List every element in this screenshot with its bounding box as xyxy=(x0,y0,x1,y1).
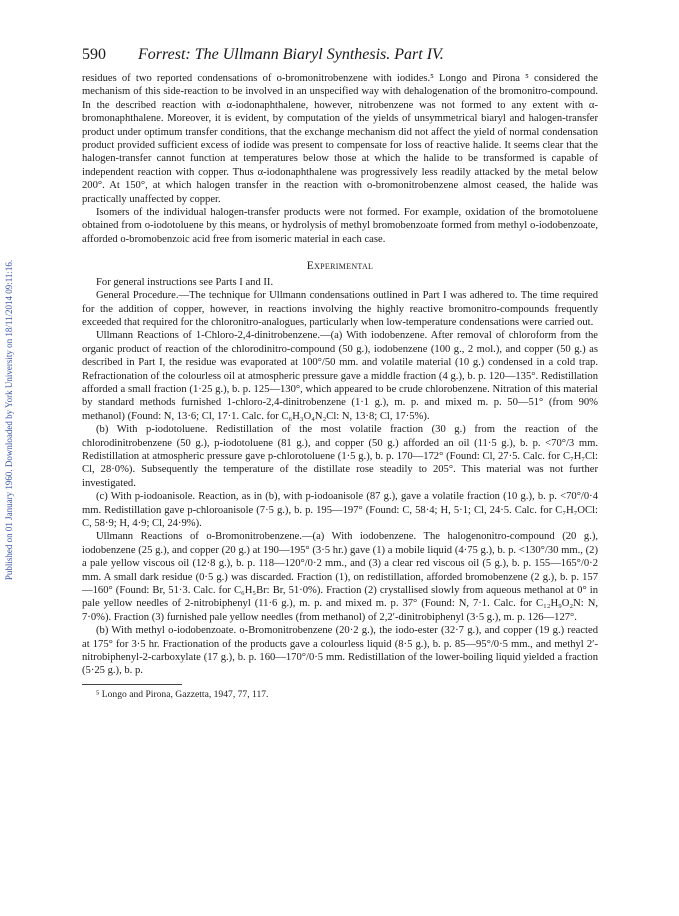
running-title: Forrest: The Ullmann Biaryl Synthesis. Part IV. xyxy=(138,46,444,63)
download-watermark xyxy=(2,140,16,700)
experimental-paragraph-2: General Procedure.—The technique for Ullmann condensations outlined in Part I was adhered to. The time required for the addition of copper, however, in reactions involving the highly reactive bromonitro-compounds frequently exceeded that required for the chloronitro-analogues, particularly when low-temperature condensations were carried out. xyxy=(82,290,598,328)
page-header xyxy=(82,46,598,70)
footnote-divider xyxy=(82,684,182,685)
intro-paragraph-1: residues of two reported condensations of o-bromonitrobenzene with iodides.⁵ Longo and Pirona ⁵ considered the mechanism of this side-reaction to be involved in an unspecified way with dehalogenation of the bromonitro-compound. In the described reaction with α-iodonaphthalene, however, nitrobenzene was not formed to any extent with α-bromonaphthalene. Moreover, it is evident, by computation of the yields of unsymmetrical biaryl and halogen-transfer product under optimum transfer conditions, that the exchange mechanism did not affect the yield of normal condensation product provided sufficient excess of iodide was present to compensate for loss of reactive halide. It seems clear that the halogen-transfer cannot function at temperatures below those at which the halide to be transformed is capable of independent reaction with copper. Thus α-iodonaphthalene was progressively less readily attacked by the metal below 200°. At 150°, at which halogen transfer in the reaction with o-bromonitrobenzene almost ceased, the halide was practically unaffected by copper. xyxy=(82,73,598,205)
experimental-paragraph-4: (b) With p-iodotoluene. Redistillation of the most volatile fraction (30 g.) from the reaction of the chlorodinitrobenzene (50 g.), p-iodotoluene (81 g.), and copper (50 g.) afforded an oil (11·5 g.), b. p. <70°/3 mm. Redistillation at atmospheric pressure gave p-chlorotoluene (1·5 g.), b. p. 170—172° (Found: Cl, 27·5. Calc. for C₇H₇Cl: Cl, 28·0%). Subsequently the temperature of the distillate rose steadily to 205°. This material was not further investigated. xyxy=(82,424,598,489)
section-heading-experimental: Experimental xyxy=(306,260,374,273)
experimental-paragraph-1: For general instructions see Parts I and II. xyxy=(96,276,274,288)
page-number: 590 xyxy=(82,46,106,63)
experimental-paragraph-7: (b) With methyl o-iodobenzoate. o-Bromonitrobenzene (20·2 g.), the iodo-ester (32·7 g.), and copper (19 g.) reacted at 175° for 3·5 hr. Fractionation of the products gave a colourless liquid (8·5 g.), b. p. 85—95°/0·5 mm., and methyl 2′-nitrobiphenyl-2-carboxylate (17 g.), b. p. 160—170°/0·5 mm. Redistillation of the lower-boiling liquid yielded a fraction (5·25 g.), b. p. xyxy=(82,625,598,677)
experimental-paragraph-5: (c) With p-iodoanisole. Reaction, as in (b), with p-iodoanisole (87 g.), gave a volatile fraction (10 g.), b. p. <70°/0·4 mm. Redistillation gave p-chloroanisole (7·5 g.), b. p. 195—197° (Found: C, 58·4; H, 5·1; Cl, 24·5. Calc. for C₇H₇OCl: C, 58·9; H, 4·9; Cl, 24·9%). xyxy=(82,491,598,529)
experimental-paragraph-6: Ullmann Reactions of o-Bromonitrobenzene.—(a) With iodobenzene. The halogenonitro-compound (20 g.), iodobenzene (25 g.), and copper (20 g.) at 190—195° (3·5 hr.) gave (1) a mobile liquid (4·75 g.), b. p. <130°/30 mm., (2) a pale yellow viscous oil (12·8 g.), b. p. 118—120°/0·2 mm., and (3) a clear red viscous oil (5 g.), b. p. 155—165°/0·2 mm. A small dark residue (0·5 g.) was discarded. Fraction (1), on redistillation, afforded bromobenzene (2 g.), b. p. 157—160° (Found: Br, 51·3. Calc. for C₆H₅Br: Br, 51·0%). Fraction (2) crystallised slowly from aqueous methanol at 0° in pale yellow needles of 2-nitrobiphenyl (11·6 g.), m. p. and mixed m. p. 37° (Found: N, 7·1. Calc. for C₁₂H₉O₂N: N, 7·0%). Fraction (3) furnished pale yellow needles (from methanol) of 2,2′-dinitrobiphenyl (3·5 g.), m. p. 126—127°. xyxy=(82,531,598,623)
download-watermark-text: Published on 01 January 1960. Downloaded by York University on 18/11/2014 09:11:16. xyxy=(4,259,14,581)
experimental-paragraph-3: Ullmann Reactions of 1-Chloro-2,4-dinitrobenzene.—(a) With iodobenzene. After removal of chloroform from the organic product of reaction of the chlorodinitro-compound (50 g.), iodobenzene (100 g., 2 mol.), and copper (50 g.) as described in Part I, the residue was evaporated at 100°/50 mm. and volatile material (10 g.) condensed in a cold trap. Refractionation of the colourless oil at atmospheric pressure gave a middle fraction (4 g.), b. p. 120—135°. Redistillation afforded a small fraction (1·25 g.), b. p. 125—130°, which appeared to be crude chlorobenzene. Nitration of this material by standard methods furnished 1-chloro-2,4-dinitrobenzene (1·1 g.), m. p. and mixed m. p. 50—51° (from 90% methanol) (Found: N, 13·6; Cl, 17·1. Calc. for C₆H₃O₄N₂Cl: N, 13·8; Cl, 17·5%). xyxy=(82,330,598,422)
intro-paragraph-2: Isomers of the individual halogen-transfer products were not formed. For example, oxidation of the bromotoluene obtained from o-iodotoluene by this means, or hydrolysis of methyl bromobenzoate formed from methyl o-iodobenzoate, afforded o-bromobenzoic acid free from isomeric material in each case. xyxy=(82,207,598,245)
page-content xyxy=(82,46,598,701)
article-body xyxy=(82,72,598,701)
footnote: ⁵ Longo and Pirona, Gazzetta, 1947, 77, 117. xyxy=(96,688,269,700)
